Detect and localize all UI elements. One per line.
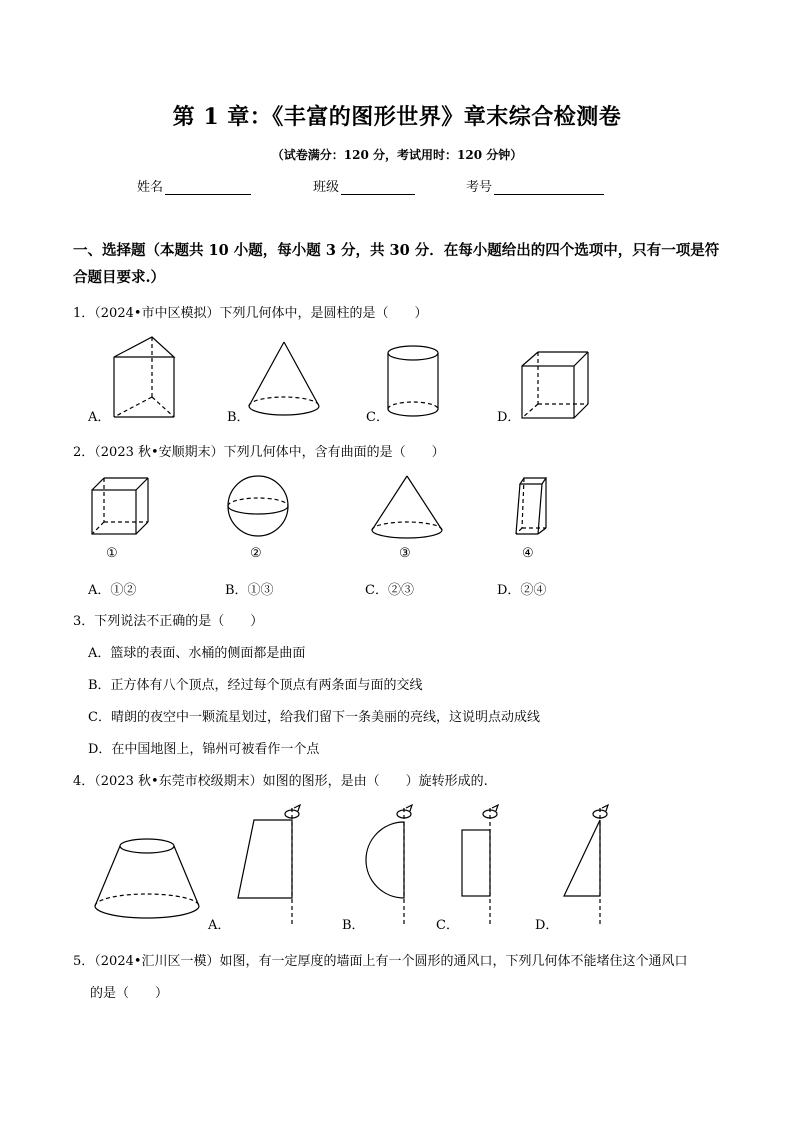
q2-option-d[interactable]: D．②④ — [497, 583, 547, 598]
q2-figure-label-4: ④ — [522, 546, 534, 561]
q4-option-c[interactable]: C． — [436, 918, 459, 933]
name-field[interactable] — [137, 176, 251, 195]
exam-info: （试卷满分：120 分，考试用时：120 分钟） — [271, 148, 523, 162]
cube-figure — [520, 350, 592, 422]
number-label: 考号 — [466, 180, 493, 195]
q1-option-c[interactable]: C． — [366, 410, 389, 425]
rotation-right-triangle-figure — [562, 808, 612, 928]
class-label: 班级 — [313, 180, 340, 195]
class-blank[interactable] — [341, 180, 415, 195]
rotation-rectangle-figure — [460, 808, 506, 928]
page-title: 第 1 章：《丰富的图形世界》章末综合检测卷 — [172, 104, 622, 130]
name-blank[interactable] — [165, 180, 251, 195]
q2-option-b[interactable]: B．①③ — [225, 583, 274, 598]
question-5-stem-line2: 的是（ ） — [90, 986, 169, 1001]
q2-figure-label-2: ② — [250, 546, 262, 561]
cube-figure-1 — [90, 476, 152, 538]
q1-option-d[interactable]: D． — [497, 410, 521, 425]
q1-option-a[interactable]: A． — [88, 410, 111, 425]
q2-option-a[interactable]: A．①② — [88, 583, 137, 598]
frustum-prism-figure — [512, 476, 552, 540]
question-2-stem: 2．（2023 秋•安顺期末）下列几何体中，含有曲面的是（ ） — [73, 445, 445, 460]
number-blank[interactable] — [494, 180, 604, 195]
q3-option-a[interactable]: A．篮球的表面、水桶的侧面都是曲面 — [88, 646, 306, 661]
frustum-figure — [92, 836, 202, 920]
name-label: 姓名 — [137, 180, 164, 195]
sphere-figure — [226, 474, 290, 538]
q2-figure-label-1: ① — [106, 546, 118, 561]
q2-option-c[interactable]: C．②③ — [365, 583, 414, 598]
q4-option-b[interactable]: B． — [342, 918, 365, 933]
q4-option-d[interactable]: D． — [535, 918, 559, 933]
class-field[interactable] — [313, 176, 415, 195]
q3-option-d[interactable]: D．在中国地图上，锦州可被看作一个点 — [88, 742, 320, 757]
q3-option-c[interactable]: C．晴朗的夜空中一颗流星划过，给我们留下一条美丽的亮线，这说明点动成线 — [88, 710, 540, 725]
rotation-semicircle-figure — [368, 808, 418, 928]
section-heading: 一、选择题（本题共 10 小题，每小题 3 分，共 30 分．在每小题给出的四个选项中，只有一项是符合题目要求.） — [73, 242, 720, 286]
q3-option-b[interactable]: B．正方体有八个顶点，经过每个顶点有两条面与面的交线 — [88, 678, 423, 693]
q1-option-b[interactable]: B． — [227, 410, 250, 425]
question-3-stem: 3．下列说法不正确的是（ ） — [73, 614, 264, 629]
q2-figure-label-3: ③ — [399, 546, 411, 561]
question-4-stem: 4．（2023 秋•东莞市校级期末）如图的图形，是由（ ）旋转形成的. — [73, 774, 488, 789]
cylinder-figure — [386, 345, 442, 419]
triangular-prism-figure — [106, 335, 186, 419]
question-1-stem: 1．（2024•市中区模拟）下列几何体中，是圆柱的是（ ） — [73, 306, 428, 321]
rotation-triangle-figure — [236, 808, 306, 928]
number-field[interactable] — [466, 176, 604, 195]
question-5-stem-line1: 5．（2024•汇川区一模）如图，有一定厚度的墙面上有一个圆形的通风口，下列几何体不能堵住这个通风口 — [73, 954, 688, 969]
q4-option-a[interactable]: A． — [208, 918, 231, 933]
cone-figure-2 — [369, 474, 445, 540]
cone-figure — [246, 340, 322, 420]
